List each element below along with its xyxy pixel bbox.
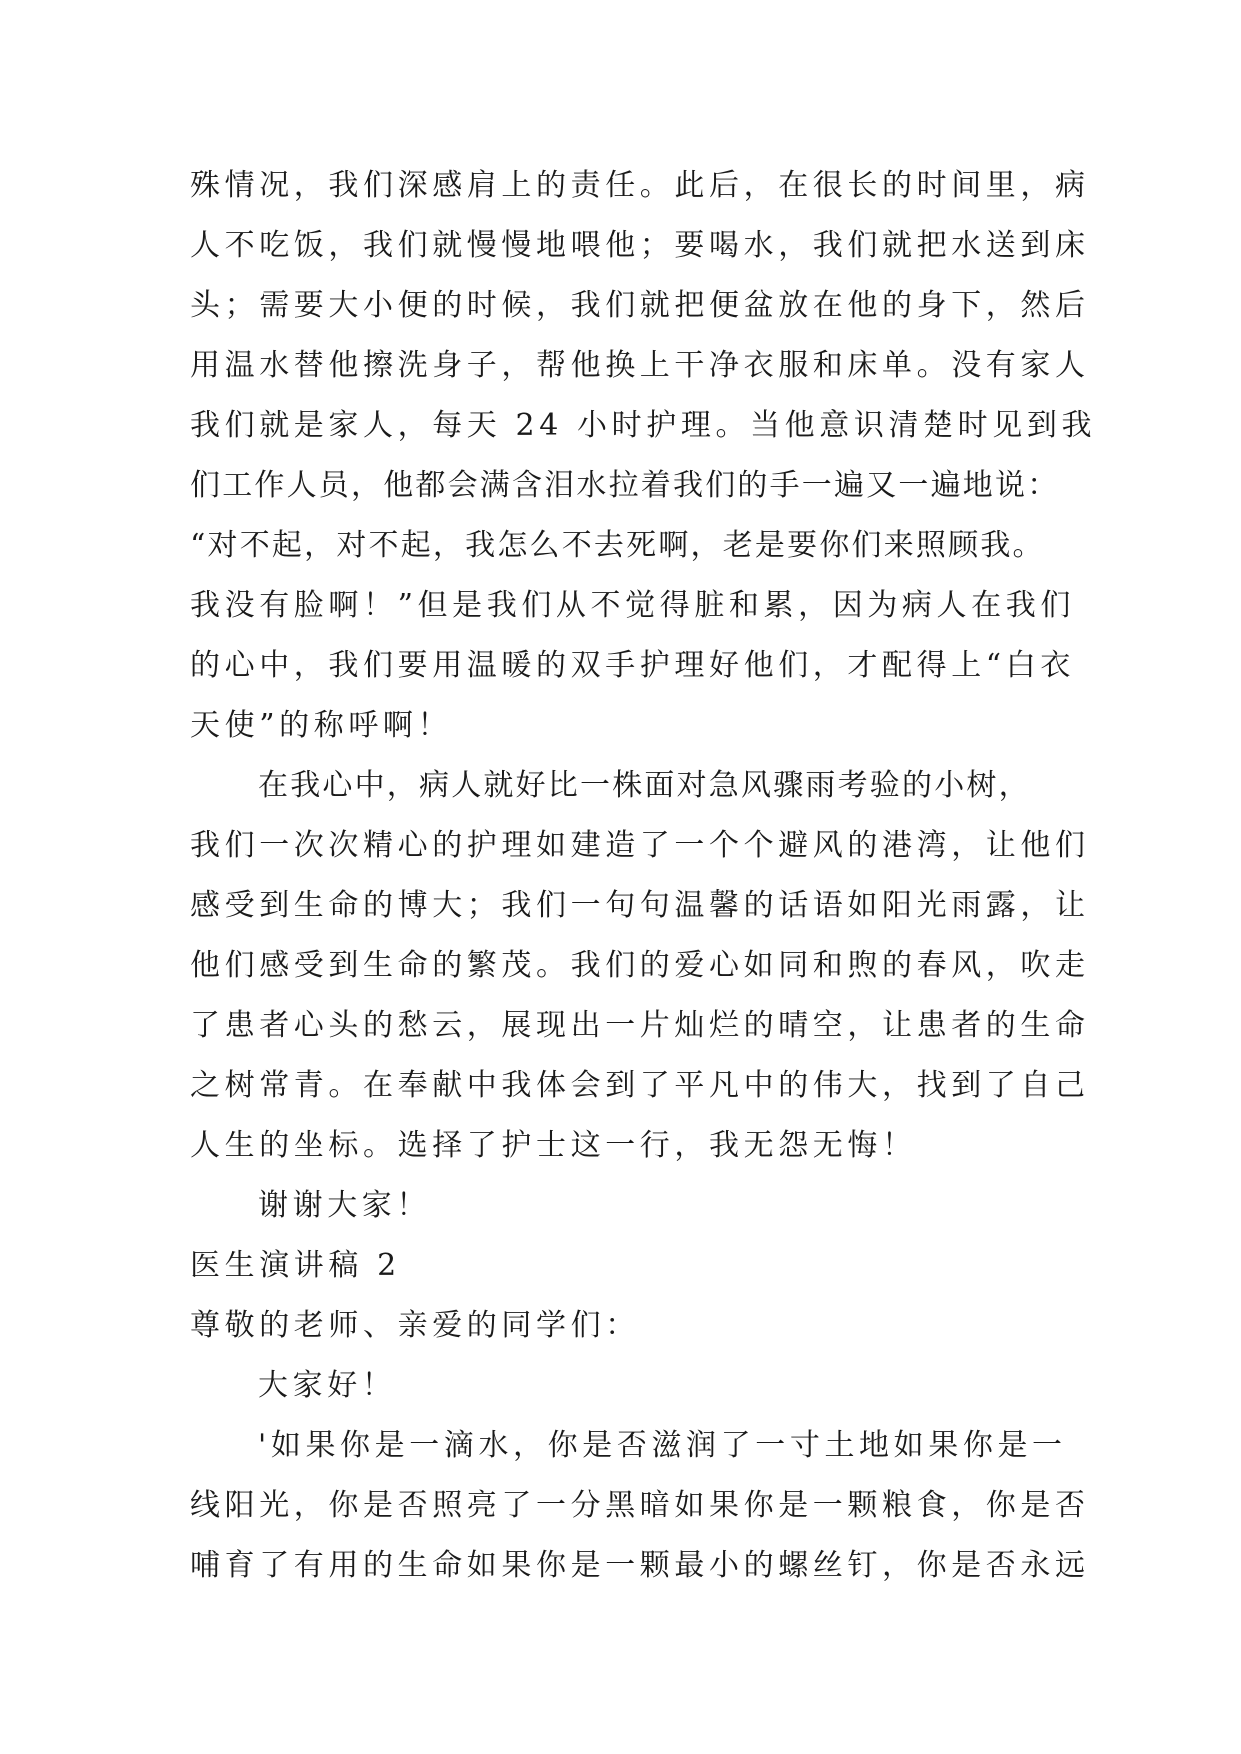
- paragraph-line: “对不起，对不起，我怎么不去死啊，老是要你们来照顾我。: [190, 528, 1045, 563]
- greeting: 大家好！: [258, 1368, 397, 1403]
- paragraph-line: 哺育了有用的生命如果你是一颗最小的螺丝钉，你是否永远: [190, 1548, 1090, 1583]
- paragraph-line: 之树常青。在奉献中我体会到了平凡中的伟大，找到了自己: [190, 1068, 1090, 1103]
- salutation: 尊敬的老师、亲爱的同学们：: [190, 1308, 640, 1343]
- paragraph-line: 人生的坐标。选择了护士这一行，我无怨无悔！: [190, 1128, 917, 1163]
- paragraph-line: 了患者心头的愁云，展现出一片灿烂的晴空，让患者的生命: [190, 1008, 1090, 1043]
- paragraph-line: 天使”的称呼啊！: [190, 708, 453, 743]
- paragraph-line: '如果你是一滴水，你是否滋润了一寸土地如果你是一: [258, 1428, 1067, 1463]
- closing-line: 谢谢大家！: [258, 1188, 431, 1223]
- paragraph-line: 我没有脸啊！”但是我们从不觉得脏和累，因为病人在我们: [190, 588, 1075, 623]
- paragraph-line: 殊情况，我们深感肩上的责任。此后，在很长的时间里，病: [190, 168, 1090, 203]
- section-title: 医生演讲稿 2: [190, 1248, 401, 1283]
- paragraph-line: 用温水替他擦洗身子，帮他换上干净衣服和床单。没有家人: [190, 348, 1090, 383]
- paragraph-line: 头；需要大小便的时候，我们就把便盆放在他的身下，然后: [190, 288, 1090, 323]
- paragraph-line: 线阳光，你是否照亮了一分黑暗如果你是一颗粮食，你是否: [190, 1488, 1090, 1523]
- paragraph-line: 人不吃饭，我们就慢慢地喂他；要喝水，我们就把水送到床: [190, 228, 1090, 263]
- paragraph-line: 我们就是家人，每天 24 小时护理。当他意识清楚时见到我: [190, 408, 1097, 443]
- document-page: [190, 156, 1097, 1596]
- paragraph-line: 他们感受到生命的繁茂。我们的爱心如同和煦的春风，吹走: [190, 948, 1090, 983]
- paragraph-line: 的心中，我们要用温暖的双手护理好他们，才配得上“白衣: [190, 648, 1075, 683]
- paragraph-line: 们工作人员，他都会满含泪水拉着我们的手一遍又一遍地说：: [190, 468, 1060, 503]
- paragraph-line: 在我心中，病人就好比一株面对急风骤雨考验的小树，: [258, 768, 1031, 803]
- paragraph-line: 我们一次次精心的护理如建造了一个个避风的港湾，让他们: [190, 828, 1090, 863]
- paragraph-line: 感受到生命的博大；我们一句句温馨的话语如阳光雨露，让: [190, 888, 1090, 923]
